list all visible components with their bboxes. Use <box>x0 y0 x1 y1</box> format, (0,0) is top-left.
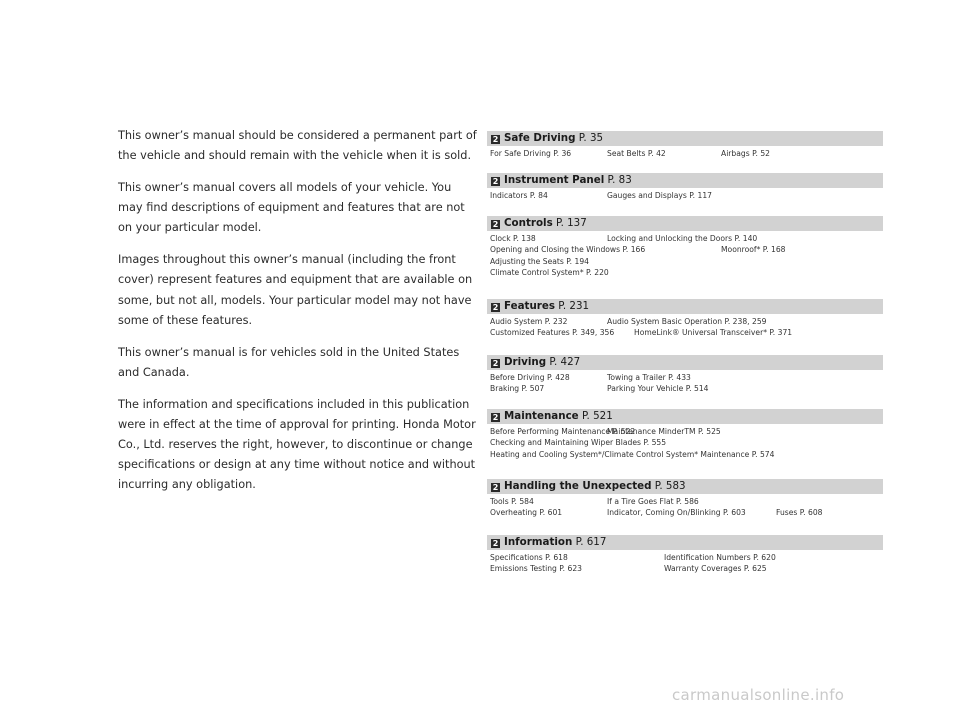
toc-section-header[interactable] <box>487 131 883 146</box>
toc-section-title: Information <box>504 536 573 548</box>
toc-section-title: Maintenance <box>504 410 579 422</box>
toc-link[interactable]: Braking P. 507 <box>490 384 545 394</box>
toc-link[interactable]: Locking and Unlocking the Doors P. 140 <box>607 234 758 243</box>
toc-section-header[interactable] <box>487 479 883 494</box>
toc-section <box>487 131 883 159</box>
toc-section <box>487 173 883 201</box>
toc-row <box>490 426 883 437</box>
toc-section <box>487 535 883 575</box>
cross-reference-arrow-icon: 2 <box>492 359 499 368</box>
toc-section-page: P. 83 <box>607 174 632 186</box>
toc-row <box>490 552 883 563</box>
toc-row <box>490 563 883 574</box>
toc-section-title: Safe Driving <box>504 132 576 144</box>
toc-row <box>490 256 883 267</box>
intro-text <box>118 126 478 507</box>
toc-section-page: P. 521 <box>581 410 613 422</box>
toc-section-header[interactable] <box>487 355 883 370</box>
toc-section <box>487 299 883 339</box>
toc-link[interactable]: Warranty Coverages P. 625 <box>664 564 767 574</box>
toc-row <box>490 372 883 383</box>
toc-section-header[interactable] <box>487 409 883 424</box>
toc-section-title: Driving <box>504 356 547 368</box>
toc-row <box>490 148 883 159</box>
toc-section-page: P. 583 <box>654 480 686 492</box>
toc-section-page: P. 35 <box>578 132 604 144</box>
intro-paragraph-1: This owner’s manual should be considered a permanent part of the vehicle and should remain with the vehicle when it is sold. <box>118 129 477 163</box>
intro-paragraph-2: This owner’s manual covers all models of your vehicle. You may find descriptions of equipment and features that are not on your particular model. <box>118 181 465 235</box>
toc-link[interactable]: Heating and Cooling System*/Climate Control System* Maintenance P. 574 <box>490 449 775 459</box>
toc-link[interactable]: Parking Your Vehicle P. 514 <box>607 384 709 394</box>
toc-row <box>490 327 883 338</box>
toc-link[interactable]: Gauges and Displays P. 117 <box>607 191 712 200</box>
toc-link[interactable]: Audio System Basic Operation P. 238, 259 <box>607 317 767 326</box>
toc-link[interactable]: Moonroof* P. 168 <box>721 245 786 255</box>
toc-row <box>490 437 883 448</box>
toc-link[interactable]: HomeLink® Universal Transceiver* P. 371 <box>634 328 793 338</box>
toc-section <box>487 479 883 519</box>
toc-link[interactable]: If a Tire Goes Flat P. 586 <box>607 497 699 506</box>
toc-section-title: Features <box>504 300 555 312</box>
toc-section <box>487 216 883 279</box>
intro-paragraph-5: The information and specifications included in this publication were in effect at the time of approval for printing. Honda Motor Co., Ltd. reserves the right, however, to discontinue or change specifications or design at any time without notice and without incurring any obligation. <box>118 397 476 492</box>
toc-link[interactable]: Checking and Maintaining Wiper Blades P. 555 <box>490 438 667 448</box>
toc-section-page: P. 231 <box>558 300 590 312</box>
toc-link[interactable]: Maintenance MinderTM P. 525 <box>607 427 721 436</box>
toc-link[interactable]: Clock P. 138 <box>490 234 536 243</box>
toc-section-title: Instrument Panel <box>504 174 605 186</box>
toc-link[interactable]: Audio System P. 232 <box>490 317 568 326</box>
toc-section-page: P. 427 <box>549 356 581 368</box>
toc-link[interactable]: Indicator, Coming On/Blinking P. 603 <box>607 508 746 518</box>
toc-section <box>487 355 883 395</box>
watermark: carmanualsonline.info <box>672 686 845 704</box>
cross-reference-arrow-icon: 2 <box>492 135 499 144</box>
toc-row <box>490 233 883 244</box>
toc-link[interactable]: Overheating P. 601 <box>490 508 563 518</box>
toc-row <box>490 267 883 278</box>
toc-section-header[interactable] <box>487 173 883 188</box>
toc-link[interactable]: Opening and Closing the Windows P. 166 <box>490 245 646 255</box>
toc-section-title: Controls <box>504 217 553 229</box>
toc-link[interactable]: Airbags P. 52 <box>721 149 770 158</box>
toc-section <box>487 409 883 460</box>
toc-section-title: Handling the Unexpected <box>504 480 652 492</box>
toc-link[interactable]: Fuses P. 608 <box>776 508 823 518</box>
toc-link[interactable]: Before Performing Maintenance P. 522 <box>490 427 636 436</box>
toc-section-page: P. 137 <box>555 217 587 229</box>
toc-row <box>490 496 883 507</box>
cross-reference-arrow-icon: 2 <box>492 303 499 312</box>
toc-link[interactable]: Indicators P. 84 <box>490 191 548 200</box>
toc-row <box>490 449 883 460</box>
toc-link[interactable]: Seat Belts P. 42 <box>607 149 666 158</box>
toc-row <box>490 244 883 255</box>
cross-reference-arrow-icon: 2 <box>492 539 499 548</box>
cross-reference-arrow-icon: 2 <box>492 413 499 422</box>
cross-reference-arrow-icon: 2 <box>492 220 499 229</box>
toc-section-header[interactable] <box>487 216 883 231</box>
toc-link[interactable]: Customized Features P. 349, 356 <box>490 328 615 338</box>
cross-reference-arrow-icon: 2 <box>492 177 499 186</box>
toc-link[interactable]: Tools P. 584 <box>490 497 534 506</box>
toc-section-header[interactable] <box>487 535 883 550</box>
toc-link[interactable]: For Safe Driving P. 36 <box>490 149 572 158</box>
toc-link[interactable]: Adjusting the Seats P. 194 <box>490 256 589 266</box>
toc-row <box>490 383 883 394</box>
toc-row <box>490 316 883 327</box>
toc-link[interactable]: Identification Numbers P. 620 <box>664 553 776 562</box>
toc-section-page: P. 617 <box>575 536 607 548</box>
cross-reference-arrow-icon: 2 <box>492 483 499 492</box>
toc-row <box>490 190 883 201</box>
toc-link[interactable]: Specifications P. 618 <box>490 553 568 562</box>
toc-link[interactable]: Before Driving P. 428 <box>490 373 570 382</box>
intro-paragraph-3: Images throughout this owner’s manual (including the front cover) represent features and equipment that are available on some, but not all, models. Your particular model may not have some of these features. <box>118 253 473 327</box>
intro-paragraph-4: This owner’s manual is for vehicles sold in the United States and Canada. <box>118 345 460 379</box>
toc-link[interactable]: Towing a Trailer P. 433 <box>607 373 691 382</box>
toc-link[interactable]: Climate Control System* P. 220 <box>490 268 609 278</box>
toc-section-header[interactable] <box>487 299 883 314</box>
toc-row <box>490 507 883 518</box>
toc-link[interactable]: Emissions Testing P. 623 <box>490 564 582 574</box>
